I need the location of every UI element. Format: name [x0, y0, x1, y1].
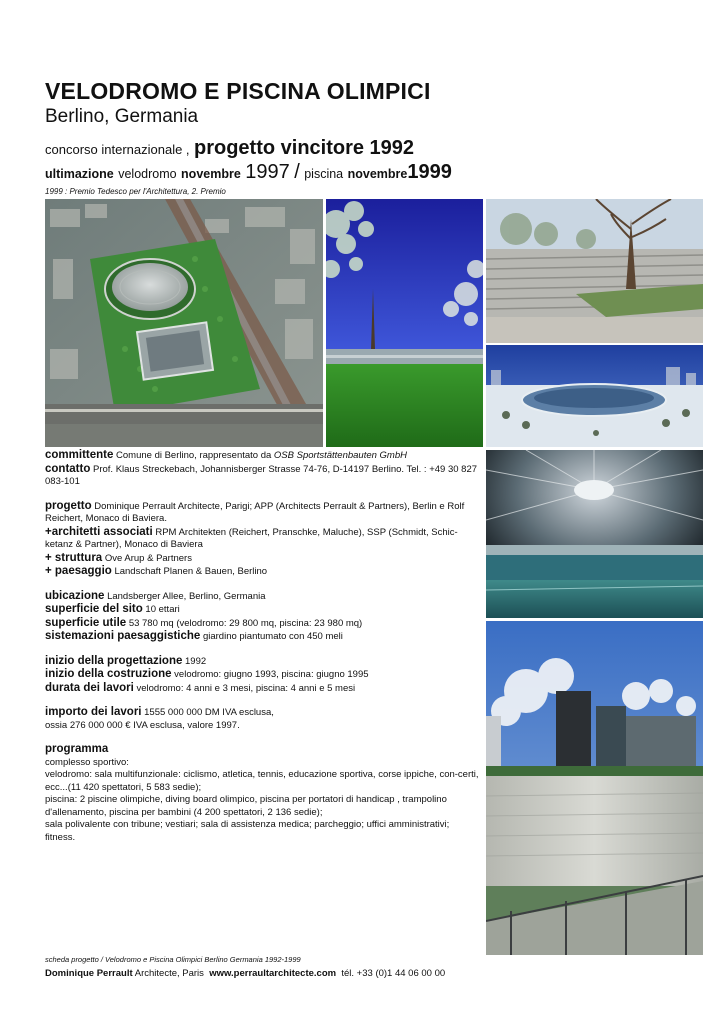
steps-photo — [486, 199, 703, 343]
year-velodromo: 1997 — [245, 161, 290, 183]
inizio-costruzione-label: inizio della costruzione — [45, 668, 172, 680]
committente-org: OSB Sportstättenbauten GmbH — [273, 450, 407, 461]
garden-photo — [326, 199, 483, 447]
contatto-value: Prof. Klaus Streckebach, Johannisberger Strasse 74-76, D-14197 Berlino. Tel. : +49 30 827 083-101 — [45, 463, 478, 487]
contatto-label: contatto — [45, 462, 91, 475]
superficie-sito-row — [45, 603, 480, 617]
paesaggio-row — [45, 565, 480, 579]
programma-label: programma — [45, 743, 109, 755]
velodromo-winter-photo — [486, 345, 703, 447]
committente-label: committente — [45, 449, 114, 461]
programma-row — [45, 743, 480, 757]
novembre-label-2: novembre — [347, 167, 408, 181]
piscina-facade-photo — [486, 621, 703, 955]
importo-value: 1555 000 000 DM IVA esclusa, — [144, 707, 274, 718]
programma-line: complesso sportivo: — [45, 756, 129, 768]
page-subtitle: Berlino, Germania — [45, 106, 199, 127]
ubicazione-row — [45, 590, 480, 604]
footer-website-link[interactable]: www.perraultarchitecte.com — [209, 968, 337, 979]
superficie-utile-label: superficie utile — [45, 616, 127, 629]
committente-row — [45, 449, 480, 463]
durata-label: durata dei lavori — [45, 681, 134, 694]
superficie-utile-row — [45, 617, 480, 631]
programma-line: sala polivalente con tribune; vestiari; sala di assistenza medica; parcheggio; uffici amministrativi; fitness. — [45, 819, 450, 843]
piscina-label: piscina — [304, 167, 344, 181]
aerial-photo — [45, 199, 323, 447]
sistemazioni-value: giardino piantumato con 450 meli — [202, 631, 343, 642]
prize-note: 1999 : Premio Tedesco per l'Architettura, 2. Premio — [45, 187, 226, 196]
concorso-line — [45, 137, 414, 160]
importo-value-2: ossia 276 000 000 € IVA esclusa, valore 1997. — [45, 719, 240, 731]
project-info — [45, 449, 480, 844]
programma-line: velodromo: sala multifunzionale: ciclismo, atletica, tennis, educazione sportiva, corse ippiche, con-certi, ecc...(11 420 spettatori, 5 583 sedie); — [45, 769, 479, 793]
ubicazione-value: Landsberger Allee, Berlino, Germania — [107, 590, 266, 602]
superficie-utile-value: 53 780 mq (velodromo: 29 800 mq, piscina: 23 980 mq) — [128, 617, 363, 629]
inizio-progettazione-value: 1992 — [185, 655, 207, 667]
ultimazione-label: ultimazione — [45, 167, 114, 181]
progetto-label: progetto — [45, 499, 92, 512]
associati-row — [45, 526, 480, 552]
sistemazioni-row — [45, 630, 480, 644]
footer-tel: tél. +33 (0)1 44 06 00 00 — [341, 968, 446, 979]
footer-firm-rest: Architecte, Paris — [134, 968, 204, 979]
struttura-value: Ove Arup & Partners — [104, 552, 192, 564]
page-title: VELODROMO E PISCINA OLIMPICI — [45, 78, 431, 104]
importo-label: importo dei lavori — [45, 706, 142, 718]
inizio-costruzione-value: velodromo: giugno 1993, piscina: giugno 1995 — [174, 669, 369, 680]
struttura-label: + struttura — [45, 551, 103, 564]
concorso-label: concorso internazionale , — [45, 142, 190, 157]
paesaggio-value: Landschaft Planen & Bauen, Berlino — [114, 566, 268, 577]
inizio-progettazione-row — [45, 655, 480, 669]
velodromo-interior-photo — [486, 450, 703, 618]
footer-contact — [45, 968, 445, 979]
sistemazioni-label: sistemazioni paesaggistiche — [45, 630, 201, 642]
progetto-value: Dominique Perrault Architecte, Parigi; APP (Architects Perrault & Partners), Berlin e Rolf Reichert, Monaco di Baviera. — [45, 500, 465, 524]
inizio-progettazione-label: inizio della progettazione — [45, 654, 183, 667]
struttura-row — [45, 552, 480, 566]
ultimazione-line — [45, 161, 452, 184]
ubicazione-label: ubicazione — [45, 589, 105, 602]
durata-row — [45, 682, 480, 696]
committente-value: Comune di Berlino, rappresentato da — [116, 450, 272, 461]
paesaggio-label: + paesaggio — [45, 565, 112, 577]
slash: / — [294, 161, 300, 183]
associati-value: RPM Architekten (Reichert, Pranschke, Maluche), SSP (Schmidt, Schic-ketanz & Partner), Monaco di Baviera — [45, 526, 458, 550]
footer-firm: Dominique Perrault — [45, 968, 133, 979]
durata-value: velodromo: 4 anni e 3 mesi, piscina: 4 anni e 5 mesi — [136, 682, 356, 694]
velodromo-label: velodromo — [118, 167, 177, 181]
superficie-sito-value: 10 ettari — [145, 604, 180, 615]
year-piscina: 1999 — [407, 161, 452, 183]
contatto-row — [45, 463, 480, 489]
inizio-costruzione-row — [45, 668, 480, 682]
associati-label: +architetti associati — [45, 525, 153, 538]
importo-row — [45, 706, 480, 720]
programma-line: piscina: 2 piscine olimpiche, diving board olimpico, piscina per portatori di handicap , trampolino d'allenamento, piscina per bambini (4 200 spettatori, 2 136 sedie); — [45, 794, 447, 818]
footer-caption: scheda progetto / Velodromo e Piscina Olimpici Berlino Germania 1992-1999 — [45, 955, 301, 964]
superficie-sito-label: superficie del sito — [45, 603, 143, 615]
novembre-label-1: novembre — [181, 167, 241, 181]
progetto-row — [45, 500, 480, 526]
concorso-value: progetto vincitore 1992 — [193, 137, 415, 159]
